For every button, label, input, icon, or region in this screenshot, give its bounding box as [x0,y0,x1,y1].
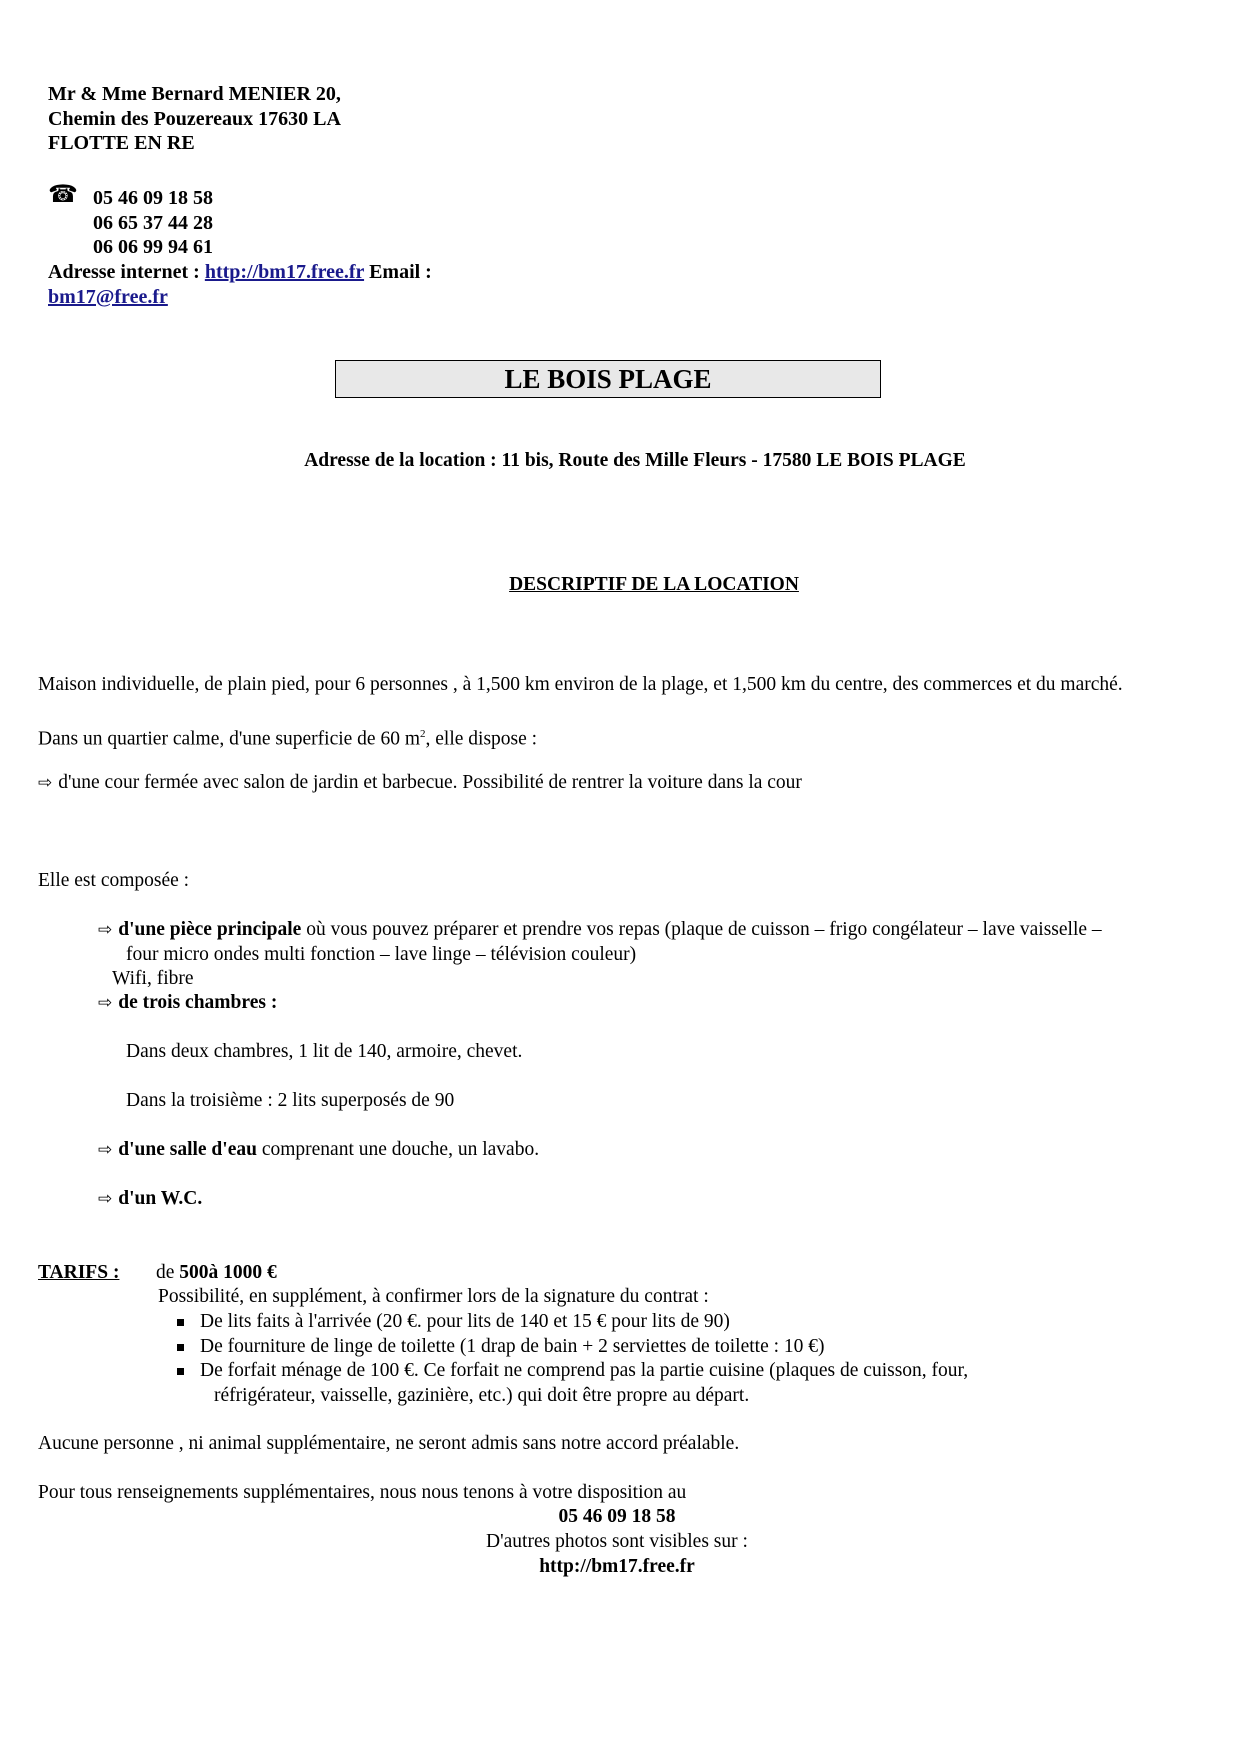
main-room-label: d'une pièce principale [118,919,302,940]
owner-address-line: Chemin des Pouzereaux 17630 LA [48,107,341,130]
owner-address-line: FLOTTE EN RE [48,132,195,154]
area-text-end: , elle dispose : [425,728,538,750]
arrow-right-icon: ⇨ [98,1140,113,1160]
page-title: LE BOIS PLAGE [335,360,881,398]
contact-paragraph: Pour tous renseignements supplémentaires, nous nous tenons à votre disposition au [38,1482,687,1503]
owner-address [48,82,341,156]
wc-item [98,1187,202,1212]
bedrooms-detail-1: Dans deux chambres, 1 lit de 140, armoire, chevet. [126,1041,523,1062]
bedrooms-item [98,991,277,1016]
footer-photos-text: D'autres photos sont visibles sur : [486,1531,748,1552]
email-label: Email : [369,261,432,283]
bedrooms-detail-2: Dans la troisième : 2 lits superposés de 90 [126,1090,455,1111]
notice-paragraph: Aucune personne , ni animal supplémentaire, ne seront admis sans notre accord préalable. [38,1433,740,1454]
arrow-right-icon: ⇨ [98,1189,113,1209]
contact-links [48,260,468,309]
tarifs-label: TARIFS : [38,1262,120,1283]
owner-address-line: Mr & Mme Bernard MENIER 20, [48,83,341,105]
tarifs-options-list [175,1310,1215,1408]
list-item: De forfait ménage de 100 €. Ce forfait ne comprend pas la partie cuisine (plaques de cuisson, four, réfrigérateur, vaisselle, gazinière, etc.) qui doit être propre au départ. [175,1359,1215,1408]
website-link[interactable]: http://bm17.free.fr [204,261,365,283]
phone-number: 06 06 99 94 61 [93,236,213,258]
phone-number: 06 65 37 44 28 [93,211,213,234]
intro-paragraph: Maison individuelle, de plain pied, pour 6 personnes , à 1,500 km environ de la plage, et 1,500 km du centre, des commerces et du marché. [38,674,1123,695]
telephone-icon: ☎ [48,180,78,208]
footer-phone: 05 46 09 18 58 [558,1506,676,1527]
phone-list [93,186,213,260]
wc-label: d'un W.C. [118,1188,203,1209]
email-link[interactable]: bm17@free.fr [48,285,168,308]
arrow-right-icon: ⇨ [38,773,53,793]
area-text-start: Dans un quartier calme, d'une superficie de 60 m [38,728,421,750]
courtyard-text: d'une cour fermée avec salon de jardin et barbecue. Possibilité de rentrer la voiture dans la cour [58,772,802,793]
tarifs-options-intro: Possibilité, en supplément, à confirmer lors de la signature du contrat : [158,1286,709,1307]
tarifs-range-value: 500à 1000 € [179,1262,277,1283]
main-room-item [98,918,1218,992]
courtyard-line [38,771,802,796]
area-superscript: 2 [420,728,426,740]
footer-url[interactable]: http://bm17.free.fr [539,1556,695,1577]
arrow-right-icon: ⇨ [98,993,113,1013]
main-room-line2: four micro ondes multi fonction – lave linge – télévision couleur) [126,943,637,965]
tarifs-range-prefix: de [156,1262,180,1283]
area-paragraph [38,722,537,752]
bathroom-label: d'une salle d'eau [118,1139,257,1160]
arrow-right-icon: ⇨ [98,920,113,940]
main-room-text: où vous pouvez préparer et prendre vos repas (plaque de cuisson – frigo congélateur – lave vaisselle – [301,919,1102,940]
composition-heading: Elle est composée : [38,870,190,891]
bedrooms-label: de trois chambres : [118,992,278,1013]
bathroom-item [98,1138,539,1163]
bathroom-text: comprenant une douche, un lavabo. [256,1139,540,1160]
web-label: Adresse internet : [48,261,200,283]
list-item: De lits faits à l'arrivée (20 €. pour lits de 140 et 15 € pour lits de 90) [175,1310,1215,1335]
rental-address: Adresse de la location : 11 bis, Route des Mille Fleurs - 17580 LE BOIS PLAGE [304,450,966,471]
tarifs-range [156,1261,277,1286]
list-item-continuation: réfrigérateur, vaisselle, gazinière, etc.) qui doit être propre au départ. [214,1384,750,1406]
list-item: De fourniture de linge de toilette (1 drap de bain + 2 serviettes de toilette : 10 €) [175,1335,1215,1360]
main-room-line3: Wifi, fibre [112,968,194,989]
section-title: DESCRIPTIF DE LA LOCATION [509,574,799,595]
phone-number: 05 46 09 18 58 [93,187,213,209]
